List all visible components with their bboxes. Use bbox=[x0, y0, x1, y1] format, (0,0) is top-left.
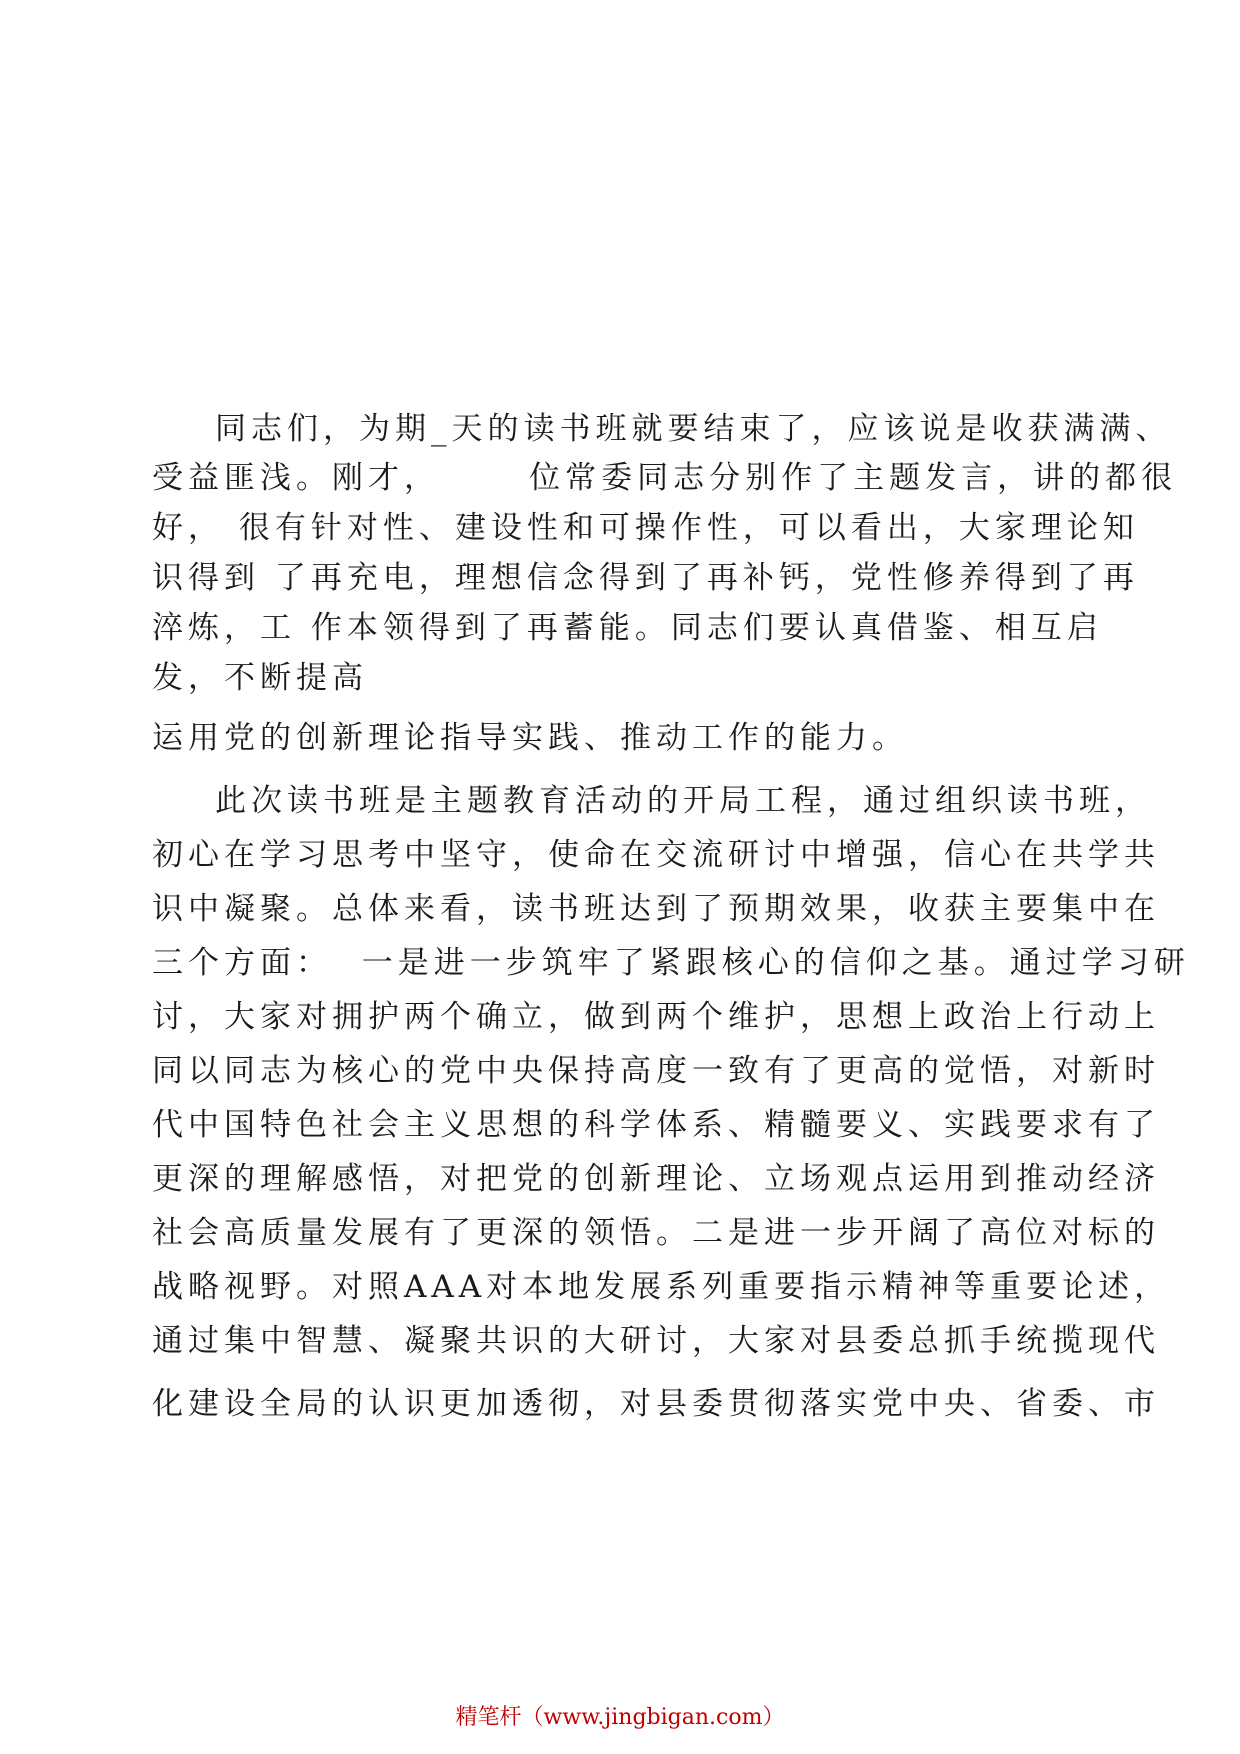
text-line-9: 初心在学习思考中坚守，使命在交流研讨中增强，信心在共学共 bbox=[152, 837, 1160, 873]
text-line-2: 受益匪浅。刚才， 位常委同志分别作了主题发言，讲的都很 bbox=[152, 460, 1178, 496]
text-line-13: 同以同志为核心的党中央保持高度一致有了更高的觉悟，对新时 bbox=[152, 1053, 1160, 1089]
text-line-15: 更深的理解感悟，对把党的创新理论、立场观点运用到推动经济 bbox=[152, 1161, 1160, 1197]
text-line-19: 化建设全局的认识更加透彻，对县委贯彻落实党中央、省委、市 bbox=[152, 1386, 1160, 1422]
text-line-8: 此次读书班是主题教育活动的开局工程，通过组织读书班， bbox=[215, 783, 1151, 819]
text-line-14: 代中国特色社会主义思想的科学体系、精髓要义、实践要求有了 bbox=[152, 1107, 1160, 1143]
text-line-17: 战略视野。对照AAA对本地发展系列重要指示精神等重要论述， bbox=[152, 1269, 1171, 1305]
text-line-16: 社会高质量发展有了更深的领悟。二是进一步开阔了高位对标的 bbox=[152, 1215, 1160, 1251]
text-line-3: 好， 很有针对性、建设性和可操作性，可以看出，大家理论知 bbox=[152, 510, 1139, 546]
footer-watermark: 精笔杆（www.jingbigan.com） bbox=[455, 1705, 785, 1730]
text-line-18: 通过集中智慧、凝聚共识的大研讨，大家对县委总抓手统揽现代 bbox=[152, 1323, 1160, 1359]
text-line-10: 识中凝聚。总体来看，读书班达到了预期效果，收获主要集中在 bbox=[152, 891, 1160, 927]
text-line-11: 三个方面： 一是进一步筑牢了紧跟核心的信仰之基。通过学习研 bbox=[152, 945, 1190, 981]
text-line-5: 淬炼，工 作本领得到了再蓄能。同志们要认真借鉴、相互启 bbox=[152, 610, 1103, 646]
text-line-1: 同志们，为期_天的读书班就要结束了，应该说是收获满满、 bbox=[215, 411, 1172, 447]
text-line-6: 发，不断提高 bbox=[152, 660, 368, 696]
text-line-4: 识得到 了再充电，理想信念得到了再补钙，党性修养得到了再 bbox=[152, 560, 1139, 596]
text-line-12: 讨，大家对拥护两个确立，做到两个维护，思想上政治上行动上 bbox=[152, 999, 1160, 1035]
text-line-7: 运用党的创新理论指导实践、推动工作的能力。 bbox=[152, 720, 908, 756]
